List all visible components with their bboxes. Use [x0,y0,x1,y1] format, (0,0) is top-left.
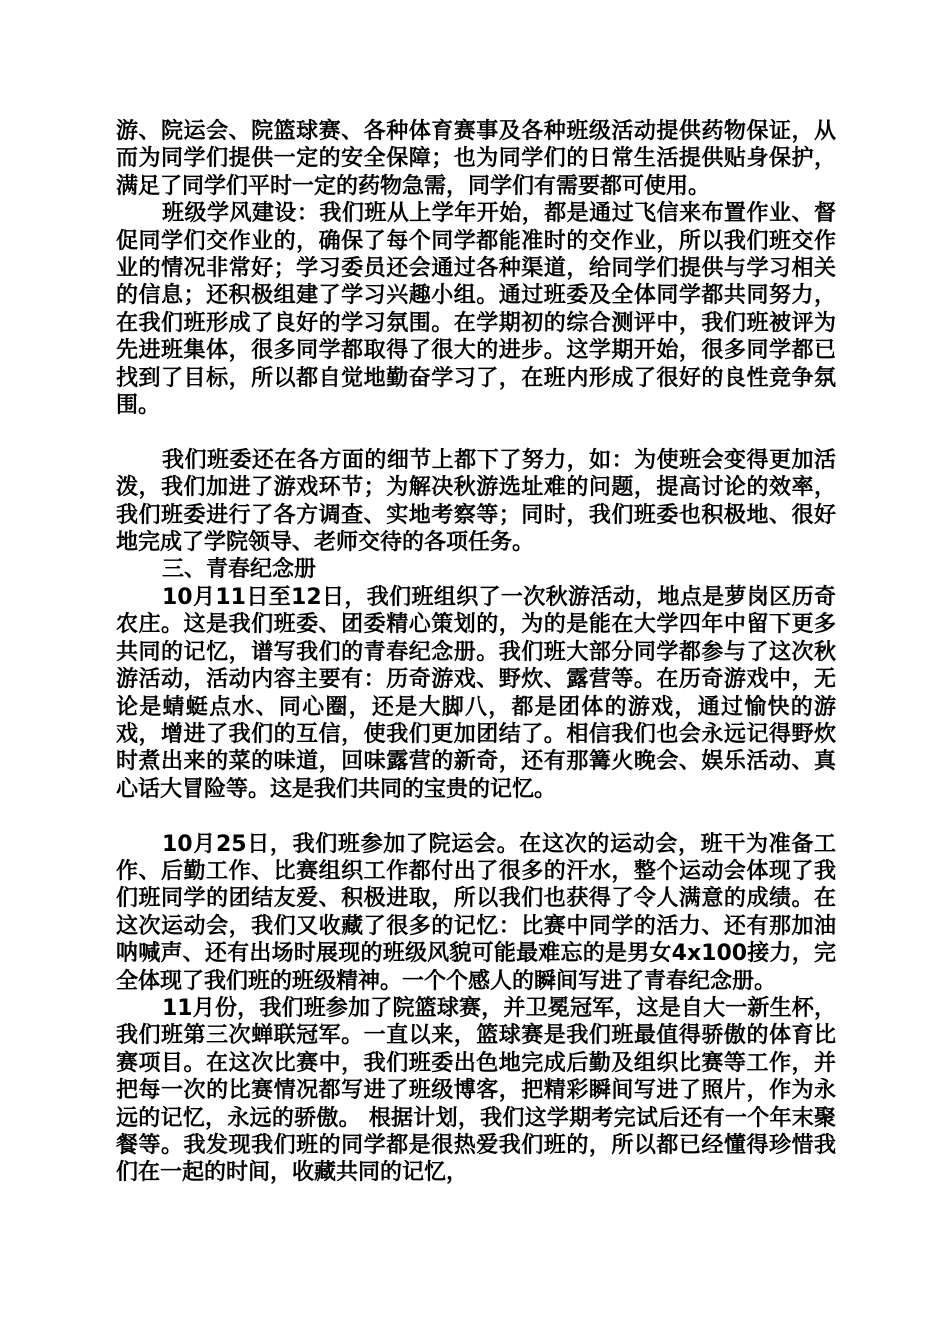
paragraph-basketball: 11月份，我们班参加了院篮球赛，并卫冕冠军，这是自大一新生杯，我们班第三次蝉联冠军。一直以来，篮球赛是我们班最值得骄傲的体育比赛项目。在这次比赛中，我们班委出色地完成后勤及组织比赛等工作，并把每一次的比赛情况都写进了班级博客，把精彩瞬间写进了照片，作为永远的记忆，永远的骄傲。 根据计划，我们这学期考完试后还有一个年末聚餐等。我发现我们班的同学都是很热爱我们班的，所以都已经懂得珍惜我们在一起的时间，收藏共同的记忆， [116,995,836,1186]
paragraph-study-atmosphere: 班级学风建设：我们班从上学年开始，都是通过飞信来布置作业、督促同学们交作业的，确保了每个同学都能准时的交作业，所以我们班交作业的情况非常好；学习委员还会通过各种渠道，给同学们提供与学习相关的信息；还积极组建了学习兴趣小组。通过班委及全体同学都共同努力，在我们班形成了良好的学习氛围。在学期初的综合测评中，我们班被评为先进班集体，很多同学都取得了很大的进步。这学期开始，很多同学都已找到了目标，所以都自觉地勤奋学习了，在班内形成了很好的良性竞争氛围。 [116,201,836,419]
paragraph-autumn-trip: 10月11日至12日，我们班组织了一次秋游活动，地点是萝岗区历奇农庄。这是我们班委、团委精心策划的，为的是能在大学四年中留下更多共同的记忆，谱写我们的青春纪念册。我们班大部分同学都参与了这次秋游活动，活动内容主要有：历奇游戏、野炊、露营等。在历奇游戏中，无论是蜻蜓点水、同心圈，还是大脚八，都是团体的游戏，通过愉快的游戏，增进了我们的互信，使我们更加团结了。相信我们也会永远记得野炊时煮出来的菜的味道，回味露营的新奇，还有那篝火晚会、娱乐活动、真心话大冒险等。这是我们共同的宝贵的记忆。 [116,584,836,802]
paragraph-medicine-support: 游、院运会、院篮球赛、各种体育赛事及各种班级活动提供药物保证，从而为同学们提供一定的安全保障；也为同学们的日常生活提供贴身保护，满足了同学们平时一定的药物急需，同学们有需要都可使用。 [116,119,836,199]
document-body [116,118,836,1187]
paragraph-committee-details: 我们班委还在各方面的细节上都下了努力，如：为使班会变得更加活泼，我们加进了游戏环节；为解决秋游选址难的问题，提高讨论的效率，我们班委进行了各方调查、实地考察等；同时，我们班委也积极地、很好地完成了学院领导、老师交待的各项任务。 [116,447,836,556]
paragraph-sports-meeting: 10月25日，我们班参加了院运会。在这次的运动会，班干为准备工作、后勤工作、比赛组织工作都付出了很多的汗水，整个运动会体现了我们班同学的团结友爱、积极进取，所以我们也获得了令人满意的成绩。在这次运动会，我们又收藏了很多的记忆：比赛中同学的活力、还有那加油呐喊声、还有出场时展现的班级风貌可能最难忘的是男女4x100接力，完全体现了我们班的班级精神。一个个感人的瞬间写进了青春纪念册。 [116,831,836,994]
section-heading-youth-album: 三、青春纪念册 [162,557,317,583]
